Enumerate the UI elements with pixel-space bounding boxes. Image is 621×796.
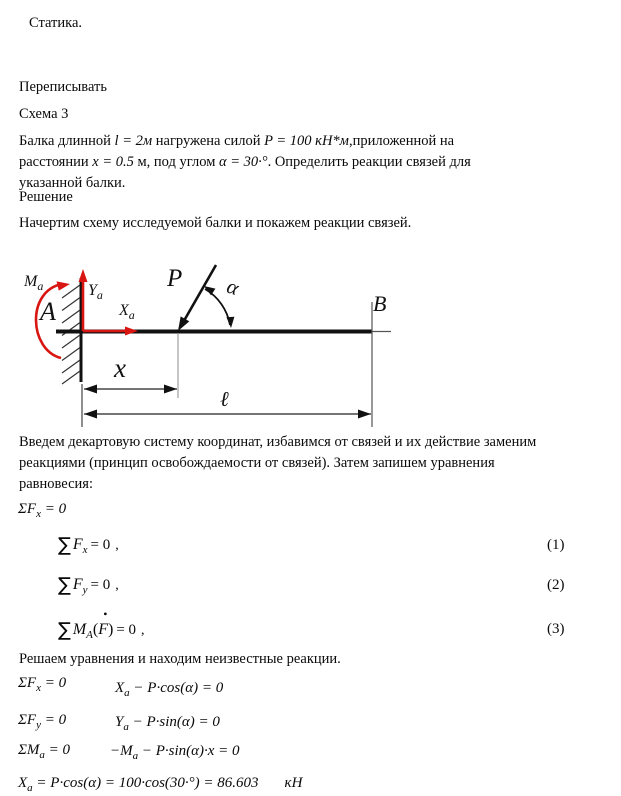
text-run: расстоянии	[19, 154, 93, 170]
text-run: Балка длинной	[19, 133, 115, 149]
moment-arrowhead-icon	[57, 280, 71, 291]
text-run: м, под углом	[133, 154, 219, 170]
rewrite-label: Переписывать	[19, 79, 107, 95]
text-run: ,приложенной на	[348, 133, 455, 149]
xa-arrowhead-icon	[125, 327, 138, 336]
equation-1-number: (1)	[547, 537, 565, 553]
solve-note: Решаем уравнения и находим неизвестные реакции.	[19, 651, 341, 667]
label-point-a: A	[40, 297, 56, 326]
value-length: l = 2м	[114, 133, 153, 149]
label-angle-alpha: α	[223, 273, 242, 301]
value-angle: α = 30·°	[219, 154, 268, 170]
equation-3-number: (3)	[547, 621, 565, 637]
sum-symbol: ∑	[58, 574, 71, 596]
label-reaction-xa: $X_a$	[119, 302, 135, 322]
solution-heading: Решение	[19, 189, 73, 205]
wall-hatching	[62, 285, 80, 384]
row1-equation: $X_a - P\cdot\cos(\alpha) = 0$	[115, 680, 224, 699]
dimension-x	[84, 385, 177, 394]
label-dim-length: ℓ	[220, 387, 229, 411]
angle-arrowhead-bottom-icon	[226, 317, 235, 328]
reaction-xa-arrow	[83, 327, 138, 336]
result-unit: кН	[284, 775, 303, 791]
force-vector-symbol: F •	[98, 607, 108, 638]
row3-equation: $-M_a - P\cdot\sin(\alpha)\cdot x = 0$	[110, 743, 240, 762]
text-run: указанной балки.	[19, 175, 126, 191]
problem-line	[19, 173, 471, 194]
row2-equation: $Y_a - P\cdot\sin(\alpha) = 0$	[115, 714, 220, 733]
scheme-label: Схема 3	[19, 106, 69, 122]
equation-3: ∑ $M_A(F$ • ) = 0 ,	[58, 607, 145, 641]
paragraph-line: реакциями (принцип освобождаемости от связей). Затем запишем уравнения	[19, 455, 495, 471]
row2-lhs: $\Sigma F_y = 0$	[18, 712, 67, 731]
ya-arrowhead-icon	[79, 269, 88, 282]
sum-symbol: ∑	[58, 619, 71, 641]
value-force: P = 100 кН*м	[264, 133, 349, 149]
inline-sum-fx: $\Sigma F_x = 0$	[18, 501, 67, 520]
dim-x-left-arrowhead-icon	[84, 385, 97, 394]
problem-line	[19, 152, 471, 173]
dim-l-left-arrowhead-icon	[84, 410, 97, 419]
value-distance: x = 0.5	[92, 154, 134, 170]
final-result: $X_a = P\cdot\cos(\alpha) = 100\cdot\cos(30\cdot^\circ) = 86.603$ кН	[18, 775, 303, 794]
dim-x-right-arrowhead-icon	[164, 385, 177, 394]
sum-symbol: ∑	[58, 534, 71, 556]
label-reaction-ya: $Y_a$	[88, 282, 103, 302]
label-point-b: B	[373, 291, 387, 316]
paragraph-line: Введем декартовую систему координат, избавимся от связей и их действие заменим	[19, 434, 537, 450]
label-force-p: P	[167, 265, 183, 292]
beam-diagram	[0, 250, 420, 430]
coords-paragraph	[19, 432, 536, 495]
equation-1: ∑ $F_x = 0$ ,	[58, 534, 119, 556]
dim-l-right-arrowhead-icon	[358, 410, 371, 419]
vector-dot-icon: •	[103, 607, 108, 621]
label-moment-ma: $M_a$	[24, 273, 44, 293]
equation-2: ∑ $F_y = 0$ ,	[58, 574, 119, 596]
paragraph-line: равновесия:	[19, 476, 93, 492]
page-title: Статика.	[29, 15, 83, 31]
row3-lhs: $\Sigma M_a = 0$	[18, 742, 71, 761]
problem-statement	[19, 131, 471, 194]
text-run: нагружена силой	[152, 133, 265, 149]
label-dim-x: x	[114, 353, 126, 383]
problem-line	[19, 131, 471, 152]
row1-lhs: $\Sigma F_x = 0$	[18, 675, 67, 694]
text-run: . Определить реакции связей для	[267, 154, 471, 170]
equation-2-number: (2)	[547, 577, 565, 593]
draw-note: Начертим схему исследуемой балки и покажем реакции связей.	[19, 215, 412, 231]
